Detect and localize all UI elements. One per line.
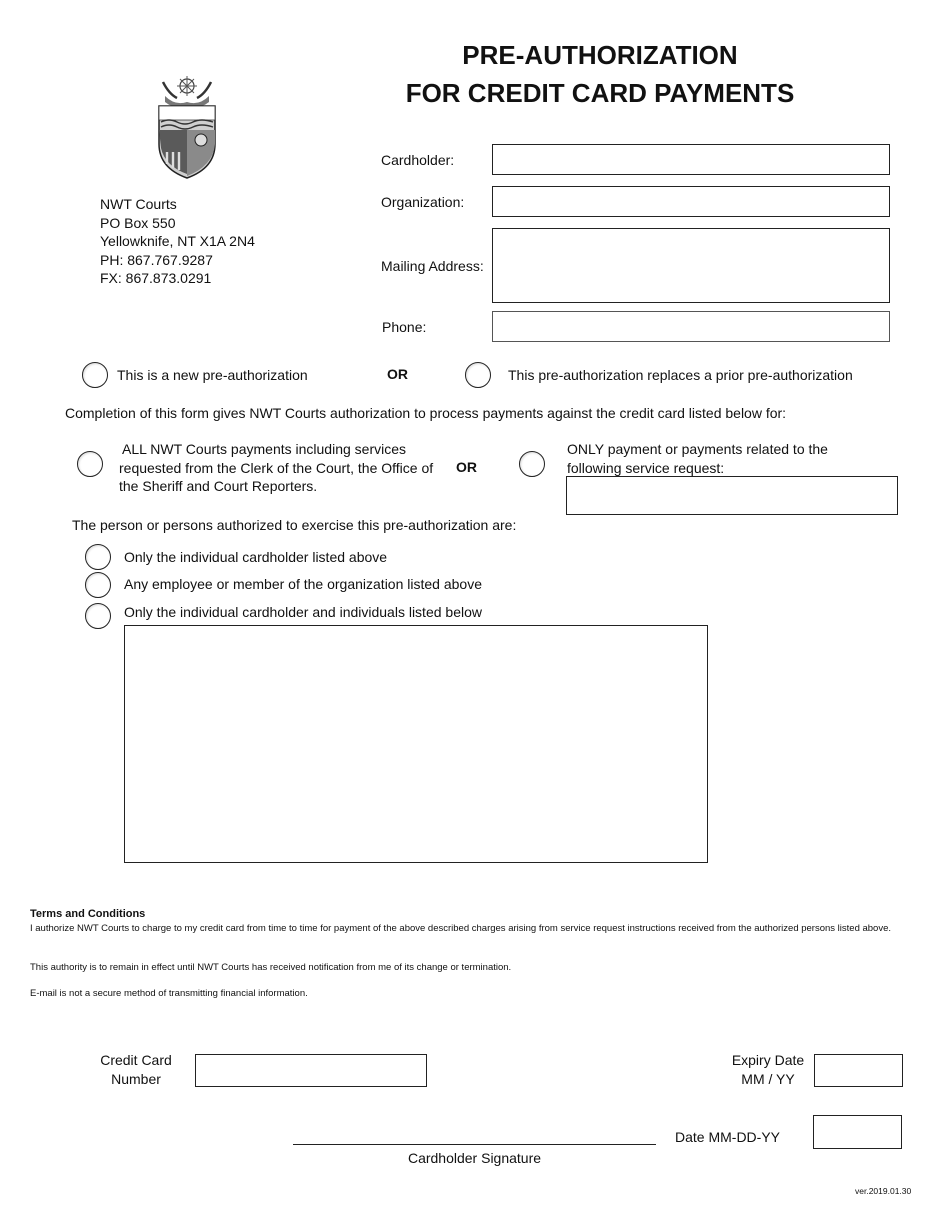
phone-label: Phone: [382, 319, 427, 335]
expiry-date-field[interactable] [814, 1054, 903, 1087]
all-payments-line: the Sheriff and Court Reporters. [119, 478, 318, 494]
phone-field[interactable] [492, 311, 890, 342]
credit-card-number-field[interactable] [195, 1054, 427, 1087]
or-separator: OR [456, 459, 477, 475]
court-address [100, 195, 255, 288]
cardholder-field[interactable] [492, 144, 890, 175]
all-payments-label [119, 440, 433, 496]
signature-line[interactable] [293, 1144, 656, 1145]
terms-paragraph: E-mail is not a secure method of transmitting financial information. [30, 988, 308, 999]
mailing-address-label: Mailing Address: [381, 258, 484, 274]
terms-paragraph: I authorize NWT Courts to charge to my credit card from time to time for payment of the above described charges arising from service request instructions received from the authorized persons listed above. [30, 923, 892, 934]
expiry-label-line: Expiry Date [731, 1052, 805, 1068]
scope-intro: Completion of this form gives NWT Courts authorization to process payments against the credit card listed below for: [65, 405, 787, 421]
expiry-label-line: MM / YY [741, 1071, 795, 1087]
any-employee-radio[interactable] [85, 572, 111, 598]
mailing-address-field[interactable] [492, 228, 890, 303]
only-service-radio[interactable] [519, 451, 545, 477]
new-preauth-radio[interactable] [82, 362, 108, 388]
address-line: PO Box 550 [100, 214, 176, 231]
or-separator: OR [387, 366, 408, 382]
all-payments-radio[interactable] [77, 451, 103, 477]
persons-intro: The person or persons authorized to exercise this pre-authorization are: [72, 517, 517, 533]
form-title-line2: FOR CREDIT CARD PAYMENTS [405, 78, 795, 108]
new-preauth-label: This is a new pre-authorization [117, 367, 308, 383]
credit-card-label [86, 1051, 186, 1089]
all-payments-line: ALL NWT Courts payments including services [122, 441, 406, 457]
coat-of-arms-icon [155, 72, 219, 182]
credit-card-label-line: Credit Card [100, 1052, 172, 1068]
only-service-label [567, 440, 828, 477]
cardholder-only-label: Only the individual cardholder listed above [124, 549, 388, 565]
address-line: Yellowknife, NT X1A 2N4 [100, 233, 255, 249]
organization-label: Organization: [381, 194, 465, 210]
cardholder-only-radio[interactable] [85, 544, 111, 570]
service-request-field[interactable] [566, 476, 898, 515]
date-label: Date MM-DD-YY [675, 1129, 781, 1145]
only-service-line: ONLY payment or payments related to the [567, 441, 828, 457]
terms-heading: Terms and Conditions [30, 908, 146, 920]
address-fax: FX: 867.873.0291 [100, 270, 212, 286]
organization-field[interactable] [492, 186, 890, 217]
all-payments-line: requested from the Clerk of the Court, the Office of [119, 459, 434, 476]
credit-card-label-line: Number [111, 1071, 161, 1087]
replace-preauth-radio[interactable] [465, 362, 491, 388]
expiry-date-label [720, 1051, 816, 1089]
terms-paragraph: This authority is to remain in effect until NWT Courts has received notification from me of its change or termination. [30, 962, 512, 973]
signature-label: Cardholder Signature [407, 1150, 542, 1166]
authorized-individuals-field[interactable] [124, 625, 708, 863]
cardholder-and-listed-label: Only the individual cardholder and individuals listed below [124, 604, 482, 620]
date-field[interactable] [813, 1115, 902, 1149]
cardholder-label: Cardholder: [381, 152, 455, 168]
cardholder-and-listed-radio[interactable] [85, 603, 111, 629]
version-label: ver.2019.01.30 [855, 1186, 912, 1196]
only-service-line: following service request: [567, 459, 725, 476]
replace-preauth-label: This pre-authorization replaces a prior pre-authorization [508, 367, 853, 383]
address-phone: PH: 867.767.9287 [100, 251, 213, 268]
any-employee-label: Any employee or member of the organization listed above [124, 576, 482, 592]
form-title-line1: PRE-AUTHORIZATION [462, 40, 738, 70]
address-line: NWT Courts [100, 196, 177, 212]
